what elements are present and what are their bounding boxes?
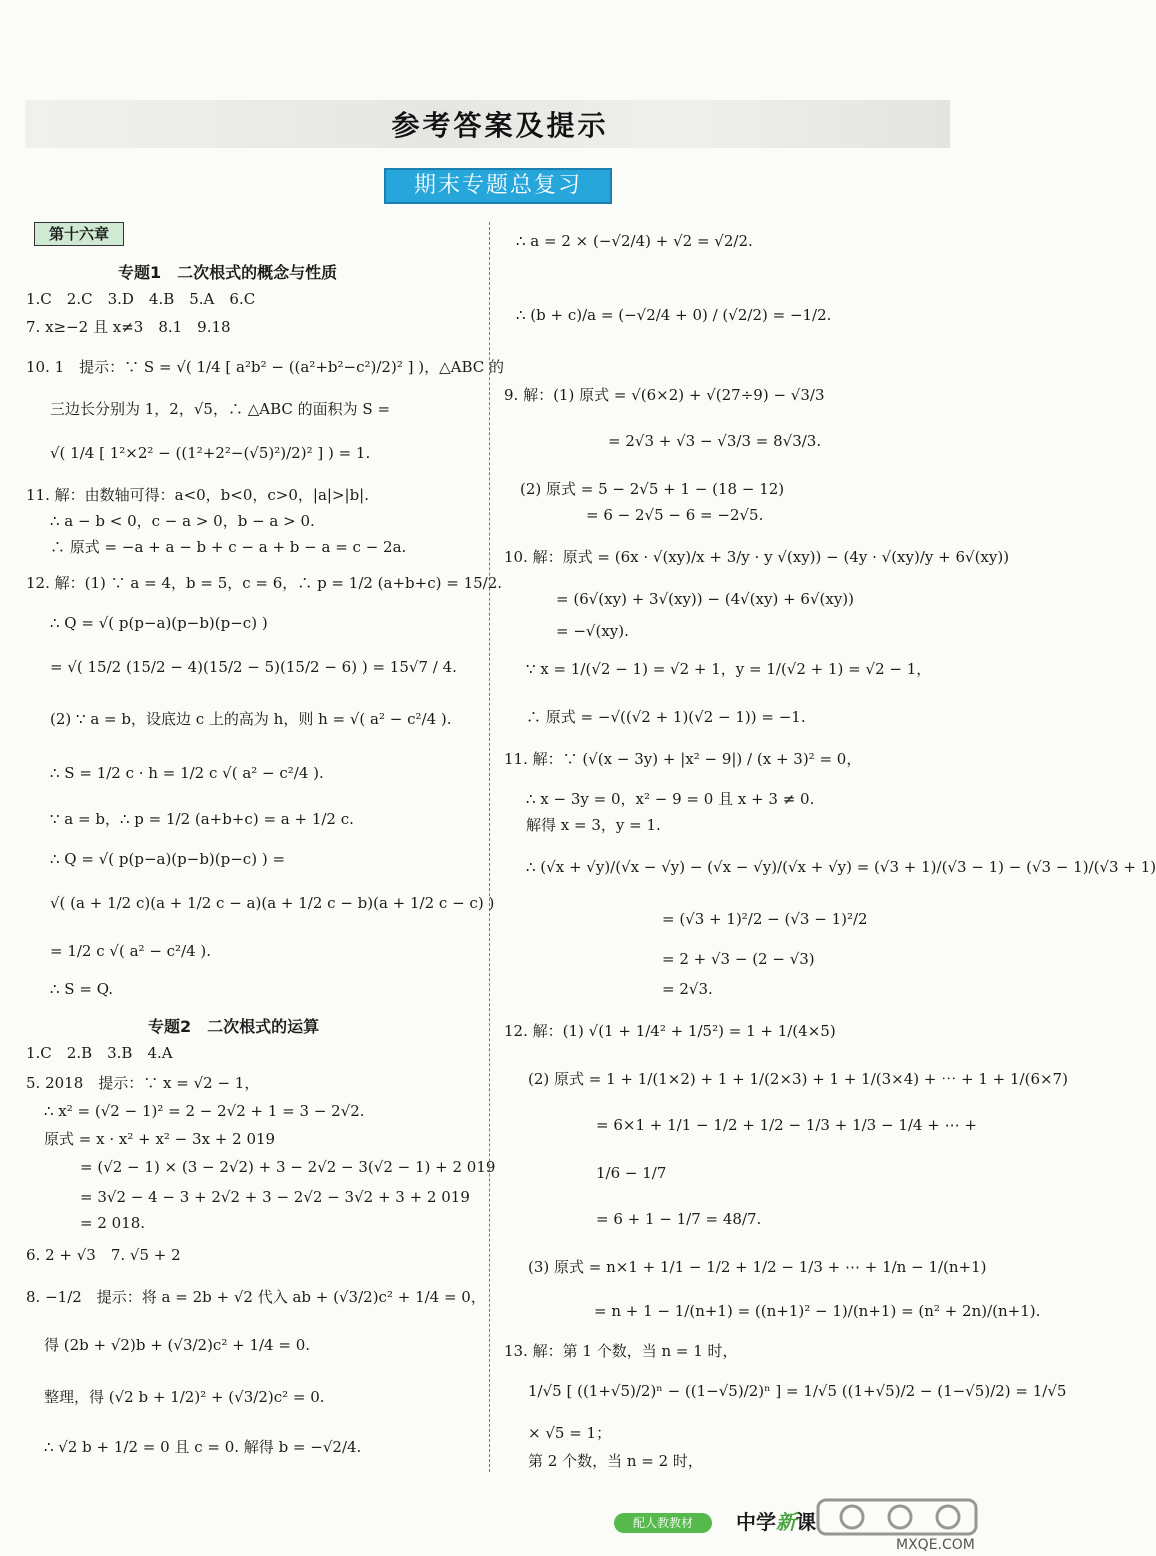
answer-line: 8. −1/2 提示：将 a = 2b + √2 代入 ab + (√3/2)c² + 1/4 = 0， [26, 1288, 486, 1306]
answer-line: = (√2 − 1) × (3 − 2√2) + 3 − 2√2 − 3(√2 − 1) + 2 019 [80, 1158, 496, 1176]
answer-line: 9. 解：(1) 原式 = √(6×2) + √(27÷9) − √3/3 [504, 386, 825, 404]
answer-line: (2) ∵ a = b，设底边 c 上的高为 h，则 h = √( a² − c²/4 ). [50, 710, 452, 728]
answer-line: ∵ a = b，∴ p = 1/2 (a+b+c) = a + 1/2 c. [50, 810, 354, 828]
answer-line: ∴ x² = (√2 − 1)² = 2 − 2√2 + 1 = 3 − 2√2. [44, 1102, 365, 1120]
answer-line: ∴ 原式 = −√((√2 + 1)(√2 − 1)) = −1. [526, 708, 806, 726]
textbook-edition-badge: 配人教教材 [614, 1513, 712, 1533]
answer-line: × √5 = 1； [528, 1424, 612, 1442]
answer-line: ∴ Q = √( p(p−a)(p−b)(p−c) ) [50, 614, 268, 632]
answer-line: 12. 解：(1) ∵ a = 4，b = 5，c = 6，∴ p = 1/2 (a+b+c) = 15/2. [26, 574, 503, 592]
answer-line: 1.C 2.C 3.D 4.B 5.A 6.C [26, 290, 256, 308]
answer-line: (2) 原式 = 5 − 2√5 + 1 − (18 − 12) [520, 480, 785, 498]
series-brand-text: 中学 [736, 1510, 776, 1534]
series-brand-tail: 课 [796, 1510, 816, 1534]
section-banner: 期末专题总复习 [384, 168, 612, 204]
answer-line: = 6 + 1 − 1/7 = 48/7. [596, 1210, 762, 1228]
answer-line: ∴ a = 2 × (−√2/4) + √2 = √2/2. [516, 232, 753, 250]
answer-line: ∴ (√x + √y)/(√x − √y) − (√x − √y)/(√x + √y) = (√3 + 1)/(√3 − 1) − (√3 − 1)/(√3 + 1) [526, 858, 1156, 876]
answer-line: 10. 解：原式 = (6x · √(xy)/x + 3/y · y √(xy)) − (4y · √(xy)/y + 6√(xy)) [504, 548, 1010, 566]
answer-line: = −√(xy). [556, 622, 629, 640]
answer-line: 10. 1 提示：∵ S = √( 1/4 [ a²b² − ((a²+b²−c²)/2)² ] )，△ABC 的 [26, 358, 504, 376]
answer-line: = 2√3. [662, 980, 713, 998]
answer-line: 11. 解：∵ (√(x − 3y) + |x² − 9|) / (x + 3)² = 0， [504, 750, 862, 768]
answer-line: √( (a + 1/2 c)(a + 1/2 c − a)(a + 1/2 c − b)(a + 1/2 c − c) ) [50, 894, 495, 912]
answer-line: 得 (2b + √2)b + (√3/2)c² + 1/4 = 0. [44, 1336, 311, 1354]
answer-line: 13. 解：第 1 个数，当 n = 1 时， [504, 1342, 738, 1360]
answer-line: = 6×1 + 1/1 − 1/2 + 1/2 − 1/3 + 1/3 − 1/4 + ⋯ + [596, 1116, 977, 1134]
page-title: 参考答案及提示 [391, 109, 609, 142]
answer-line: = 2 + √3 − (2 − √3) [662, 950, 815, 968]
answer-line: 第 2 个数，当 n = 2 时， [528, 1452, 703, 1470]
answer-line: 6. 2 + √3 7. √5 + 2 [26, 1246, 181, 1264]
column-divider [489, 222, 490, 1472]
answer-line: 1/√5 [ ((1+√5)/2)ⁿ − ((1−√5)/2)ⁿ ] = 1/√5 ((1+√5)/2 − (1−√5)/2) = 1/√5 [528, 1382, 1067, 1400]
answer-line: 1.C 2.B 3.B 4.A [26, 1044, 173, 1062]
answer-line: √( 1/4 [ 1²×2² − ((1²+2²−(√5)²)/2)² ] ) = 1. [50, 444, 371, 462]
answer-line: = (6√(xy) + 3√(xy)) − (4√(xy) + 6√(xy)) [556, 590, 855, 608]
topic-1-heading: 专题1 二次根式的概念与性质 [118, 263, 338, 282]
answer-line: 7. x≥−2 且 x≠3 8.1 9.18 [26, 318, 231, 336]
answer-line: (3) 原式 = n×1 + 1/1 − 1/2 + 1/2 − 1/3 + ⋯ + 1/n − 1/(n+1) [528, 1258, 987, 1276]
series-brand-swash: 新 [776, 1510, 796, 1534]
answer-line: = 3√2 − 4 − 3 + 2√2 + 3 − 2√2 − 3√2 + 3 + 2 019 [80, 1188, 470, 1206]
answer-line: 12. 解：(1) √(1 + 1/4² + 1/5²) = 1 + 1/(4×5) [504, 1022, 836, 1040]
answer-line: 5. 2018 提示：∵ x = √2 − 1， [26, 1074, 260, 1092]
answer-line: ∴ S = 1/2 c · h = 1/2 c √( a² − c²/4 ). [50, 764, 324, 782]
answer-line: ∴ a − b < 0，c − a > 0，b − a > 0. [50, 512, 315, 530]
answer-line: 三边长分别为 1，2，√5，∴ △ABC 的面积为 S = [50, 400, 391, 418]
answer-line: = n + 1 − 1/(n+1) = ((n+1)² − 1)/(n+1) = (n² + 2n)/(n+1). [594, 1302, 1041, 1320]
answer-line: 原式 = x · x² + x² − 3x + 2 019 [44, 1130, 276, 1148]
answer-line: = 1/2 c √( a² − c²/4 ). [50, 942, 212, 960]
answer-line: ∴ (b + c)/a = (−√2/4 + 0) / (√2/2) = −1/2. [516, 306, 832, 324]
answer-line: = 2√3 + √3 − √3/3 = 8√3/3. [608, 432, 822, 450]
answer-line: 解得 x = 3，y = 1. [526, 816, 661, 834]
answer-line: = √( 15/2 (15/2 − 4)(15/2 − 5)(15/2 − 6) ) = 15√7 / 4. [50, 658, 457, 676]
answer-line: = (√3 + 1)²/2 − (√3 − 1)²/2 [662, 910, 868, 928]
answer-line: ∵ x = 1/(√2 − 1) = √2 + 1，y = 1/(√2 + 1) = √2 − 1， [526, 660, 932, 678]
answer-line: ∴ S = Q. [50, 980, 114, 998]
topic-2-heading: 专题2 二次根式的运算 [148, 1017, 320, 1036]
answer-line: (2) 原式 = 1 + 1/(1×2) + 1 + 1/(2×3) + 1 + 1/(3×4) + ⋯ + 1 + 1/(6×7) [528, 1070, 1068, 1088]
watermark-text: MXQE.COM [896, 1537, 975, 1553]
answer-line: ∴ x − 3y = 0，x² − 9 = 0 且 x + 3 ≠ 0. [526, 790, 815, 808]
answer-line: ∴ √2 b + 1/2 = 0 且 c = 0. 解得 b = −√2/4. [44, 1438, 362, 1456]
answer-line: 整理，得 (√2 b + 1/2)² + (√3/2)c² = 0. [44, 1388, 325, 1406]
answer-line: 11. 解：由数轴可得：a<0，b<0，c>0，|a|>|b|. [26, 486, 370, 504]
chapter-label: 第十六章 [34, 222, 124, 246]
series-brand [736, 1506, 816, 1535]
answer-line: ∴ Q = √( p(p−a)(p−b)(p−c) ) = [50, 850, 286, 868]
answer-line: ∴ 原式 = −a + a − b + c − a + b − a = c − 2a. [50, 538, 407, 556]
answer-line: 1/6 − 1/7 [596, 1164, 667, 1182]
answer-line: = 6 − 2√5 − 6 = −2√5. [586, 506, 764, 524]
answer-line: = 2 018. [80, 1214, 146, 1232]
